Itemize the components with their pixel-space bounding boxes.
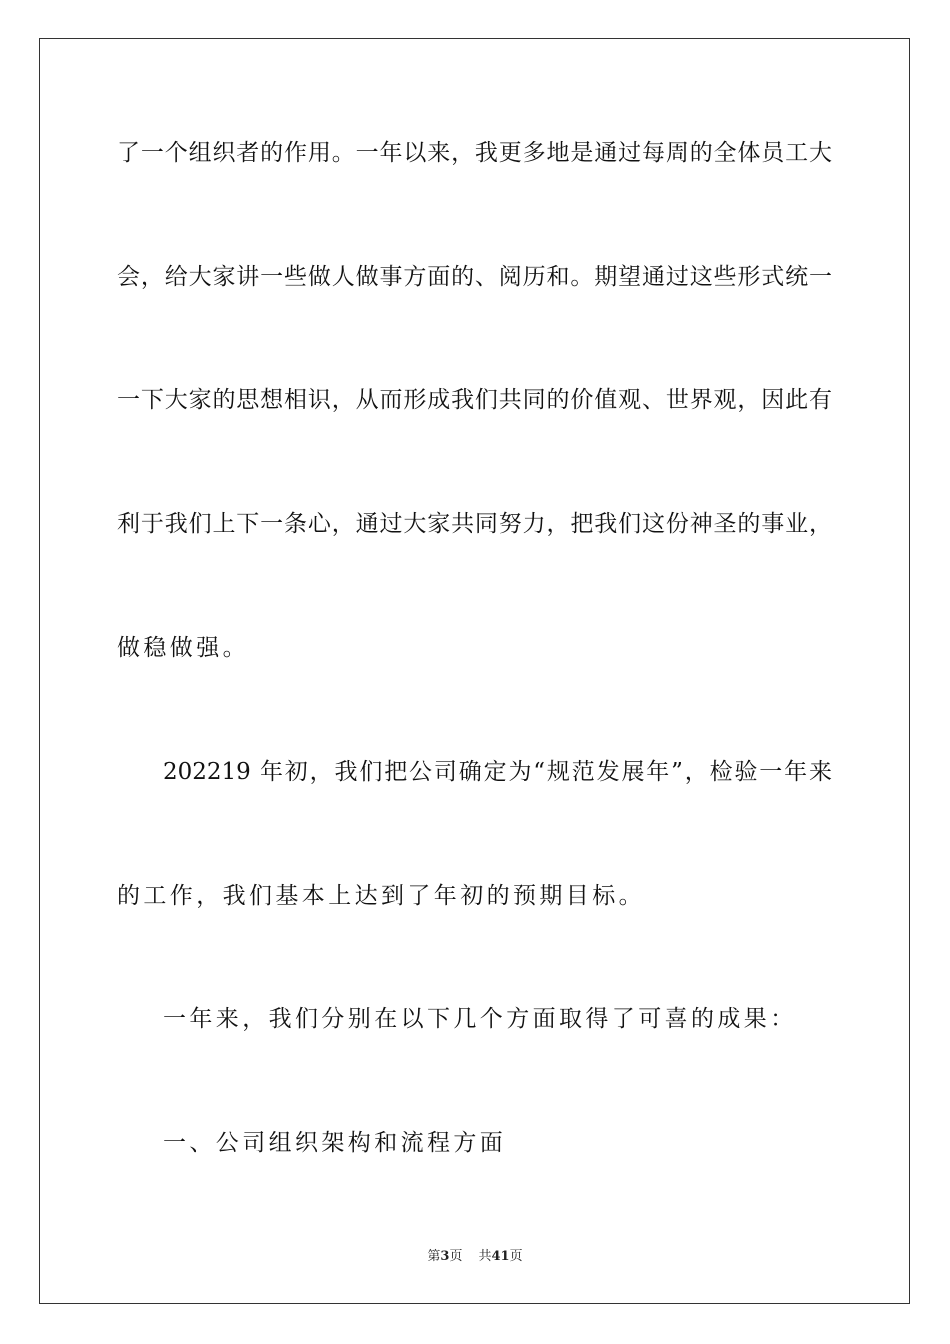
- footer-total-prefix: 共: [478, 1249, 492, 1264]
- footer-page-prefix: 第: [427, 1249, 441, 1264]
- footer-total-number: 41: [491, 1249, 510, 1264]
- section-heading: 一、公司组织架构和流程方面: [163, 1130, 507, 1156]
- body-line-7: 的工作，我们基本上达到了年初的预期目标。: [117, 883, 645, 909]
- footer-page-number: 3: [440, 1249, 450, 1264]
- body-line-5: 做稳做强。: [117, 635, 249, 661]
- page-footer: [0, 1248, 950, 1266]
- body-line-1: 了一个组织者的作用。一年以来，我更多地是通过每周的全体员工大: [117, 140, 832, 166]
- footer-total-suffix: 页: [509, 1249, 523, 1264]
- page-border: [39, 38, 910, 1304]
- body-line-3: 一下大家的思想相识，从而形成我们共同的价值观、世界观，因此有: [117, 387, 832, 413]
- footer-page-suffix: 页: [449, 1249, 463, 1264]
- body-line-6: 202219 年初，我们把公司确定为“规范发展年”，检验一年来: [163, 759, 832, 785]
- body-line-2: 会，给大家讲一些做人做事方面的、阅历和。期望通过这些形式统一: [117, 264, 832, 290]
- body-line-4: 利于我们上下一条心，通过大家共同努力，把我们这份神圣的事业，: [117, 511, 832, 537]
- body-line-8: 一年来，我们分别在以下几个方面取得了可喜的成果：: [163, 1006, 797, 1032]
